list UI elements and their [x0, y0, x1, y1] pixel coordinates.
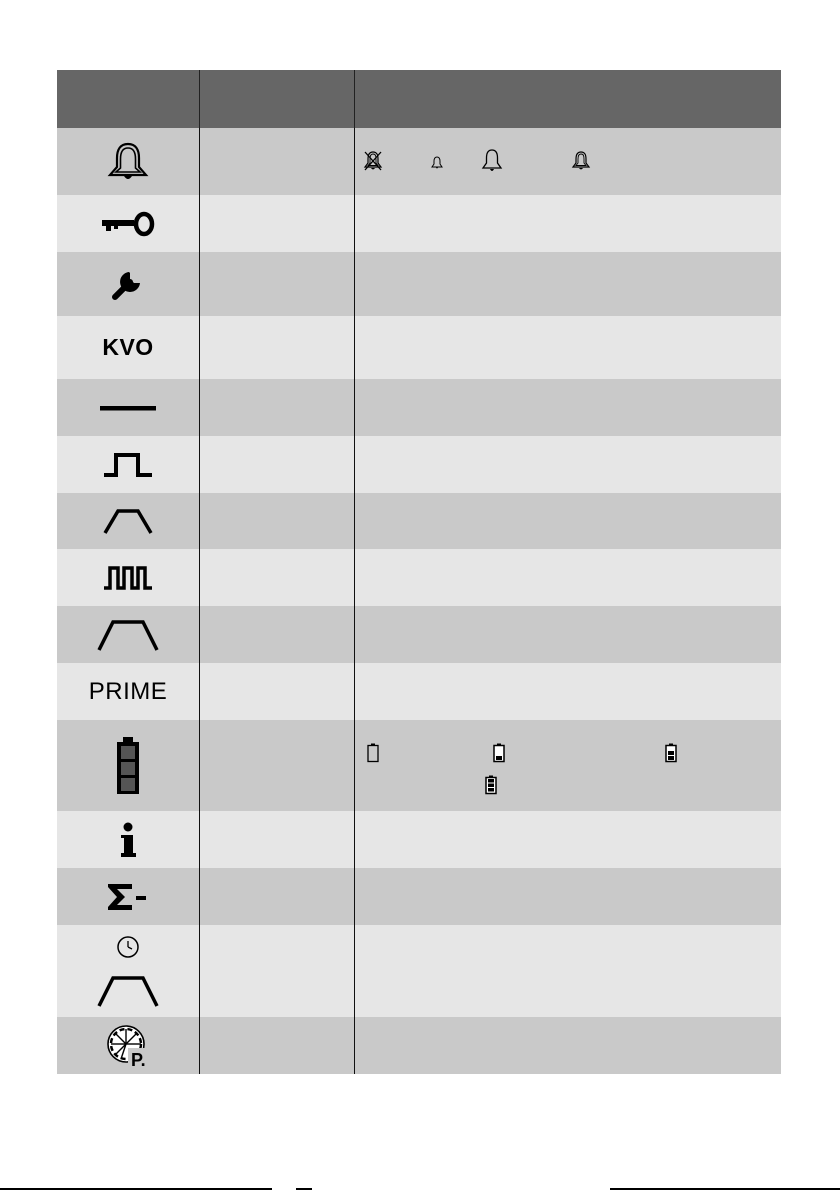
table-row — [57, 195, 781, 252]
pressure-gauge-icon — [57, 1017, 199, 1074]
ramp-mode-icon — [57, 493, 199, 549]
alarm-medium-icon — [571, 150, 591, 172]
table-row — [57, 252, 781, 316]
clock-icon — [115, 934, 141, 960]
table-header — [57, 70, 781, 128]
multi-step-mode-icon — [57, 549, 199, 606]
prime-icon: PRIME — [88, 677, 168, 705]
table-row — [57, 128, 781, 195]
sigma-total-icon — [57, 868, 199, 925]
kvo-icon: KVO — [102, 334, 154, 360]
alarm-bell-icon — [57, 128, 199, 195]
table-row — [57, 663, 781, 720]
table-row — [57, 868, 781, 925]
table-row — [57, 1017, 781, 1074]
battery-full-small-icon — [485, 775, 497, 795]
page-edge-line — [0, 1188, 272, 1190]
timer-ramp-icon — [57, 925, 199, 1017]
page-edge-line — [296, 1188, 312, 1190]
table-row — [57, 811, 781, 868]
header-col-name — [199, 70, 354, 128]
table-row — [57, 316, 781, 379]
continuous-mode-icon — [57, 379, 199, 436]
table-row — [57, 436, 781, 493]
page-edge-line — [610, 1188, 840, 1190]
alarm-high-icon — [481, 148, 503, 174]
ramp-icon — [96, 974, 160, 1008]
battery-full-icon — [57, 720, 199, 811]
alarm-low-icon — [431, 156, 443, 170]
info-icon — [57, 811, 199, 868]
battery-empty-icon — [367, 743, 379, 763]
table-row — [57, 606, 781, 663]
ramp-wide-mode-icon — [57, 606, 199, 663]
header-col-symbol — [57, 70, 199, 128]
battery-low-icon — [493, 743, 505, 763]
pressure-label: P. — [131, 1049, 146, 1069]
header-col-description — [354, 70, 781, 128]
key-lock-icon — [57, 195, 199, 252]
table-row — [57, 925, 781, 1017]
alarm-muted-icon — [363, 150, 383, 172]
table-row — [57, 379, 781, 436]
symbol-table — [57, 70, 781, 1074]
wrench-icon — [57, 252, 199, 316]
intermittent-mode-icon — [57, 436, 199, 493]
table-row — [57, 720, 781, 811]
table-row — [57, 549, 781, 606]
battery-half-icon — [665, 743, 677, 763]
table-row — [57, 493, 781, 549]
